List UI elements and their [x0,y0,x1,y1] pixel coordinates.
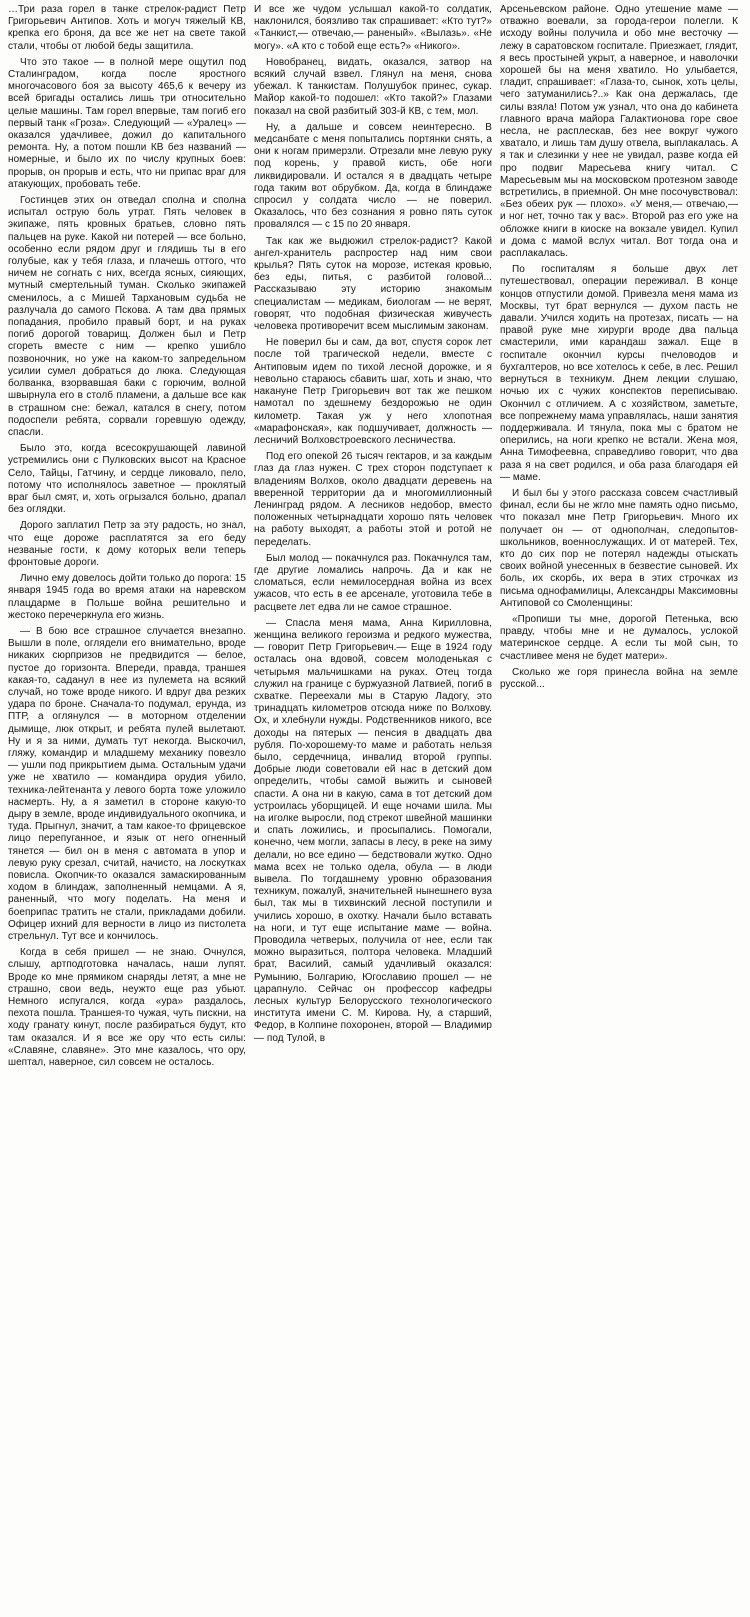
paragraph: И все же чудом услышал какой-то солдатик, наклонился, боязливо так спрашивает: «Кто тут?» «Танкист,— отвечаю,— раненый». «Вылазь». «Не могу». «А кто с тобой еще есть?» «Никого». [254,4,492,52]
paragraph: Сколько же горя принесла война на земле русской... [500,666,738,690]
paragraph: По госпиталям я больше двух лет путешествовал, операции переживал. В конце концов отпустили домой. Привезла меня мама из Москвы, тут брат вернулся — духом пасть не давали. Учился ходить на протезах, писать — на правой руке мне хирурги вроде два пальца смастерили, ими карандаш зажал. Еще в госпитале окончил курсы пчеловодов и бухгалтеров, но все хотелось к себе, в лес. Решил вернуться в техникум. Днем лекции слушаю, ночью их с чужих конспектов переписываю. Окончил с отличием. А с хозяйством, заметьте, все попрежнему мама управлялась, наши занятия поддерживала. И тянула, пока мы с братом не оперились, на ноги крепко не встали. Жена моя, Анна Тимофеевна, справедливо говорит, что два раза я на свет родился, и оба раза благодаря ей — маме. [500,264,738,483]
paragraph: Новобранец, видать, оказался, затвор на всякий случай взвел. Глянул на меня, снова убежал. К танкистам. Полушубок принес, сукар. Майор какой-то подошел: «Кто такой?» Глазами показал на свой разбитый 303-й КВ, с тем, мол. [254,56,492,117]
article-column-2 [254,4,492,1614]
paragraph: Лично ему довелось дойти только до порога: 15 января 1945 года во время атаки на наревском плацдарме в Польше война решительно и жестоко перечеркнула его жизнь. [8,573,246,621]
paragraph: Не поверил бы и сам, да вот, спустя сорок лет после той трагической недели, вместе с Антиповым идем по тихой лесной дорожке, и я невольно стараюсь сбавить шаг, хоть и знаю, что накануне Петр Григорьевич вот так же пешком намотал по здешнему бездорожью не один километр. Такая уж у него хлопотная «марафонская», как подшучивает, должность — лесничий Волховстроевского лесничества. [254,337,492,446]
paragraph: …Три раза горел в танке стрелок-радист Петр Григорьевич Антипов. Хоть и могуч тяжелый КВ, крепка его броня, да все же нет на свете такой стали, чтобы от любой беды защитила. [8,4,246,52]
paragraph: «Пропиши ты мне, дорогой Петенька, всю правду, чтобы мне и не думалось, услокой материнское сердце. А если ты мой сын, то счастливее меня не будет матери». [500,613,738,662]
paragraph: И был бы у этого рассказа совсем счастливый финал, если бы не жгло мне память одно письмо, что показал мне Петр Григорьевич. Много их получает он — от однополчан, следопытов-школьников, военнослужащих. И от матерей. Тех, кто до сих пор не потерял надежды отыскать своих войной унесенных в безвестие сыновей. Их боль, их скорбь, их вера в этих строчках из письма однофамилицы, Александры Максимовны Антиповой со Смоленщины: [500,487,738,609]
article-column-3 [500,4,738,1614]
paragraph: Был молод — покачнулся раз. Покачнулся там, где другие ломались напрочь. Да и как не сломаться, если немилосердная война из всех ужасов, что есть в ее арсенале, уготовила тебе в расцвете лет едва ли не самое страшное. [254,552,492,613]
paragraph: Было это, когда всесокрушающей лавиной устремились они с Пулковских высот на Красное Село, Тайцы, Гатчину, и сердце ликовало, пело, потому что исполнялось заветное — проклятый враг был смят, и, хоть огрызался больно, драпал без оглядки. [8,443,246,516]
paragraph: Так как же выдюжил стрелок-радист? Какой ангел-хранитель распростер над ним свои крылья? Пять суток на морозе, истекая кровью, без еды, питья, с разбитой головой... Рассказываю эту историю знакомым специалистам — медикам, биологам — не верят, говорят, что подобная физическая живучесть человека противоречит всем мыслимым законам. [254,235,492,333]
paragraph: Что это такое — в полной мере ощутил под Сталинградом, когда после яростного многочасового боя за высоту 465,6 к вечеру из всей бригады остались лишь три относительно целые машины. Там горел впервые, там погиб его первый танк «Гроза». Следующий — «Уралец» — оказался удачливее, дожил до капитального ремонта. Ну, а потом пошли КВ без названий — номерные, и было их по числу крупных боев: прорыв, он прорыв и есть, что ни припас враг для атакующих, пробовать тебе. [8,56,246,190]
paragraph: Ну, а дальше и совсем неинтересно. В медсанбате с меня попытались портянки снять, а они к ногам примерзли. Отрезали мне левую руку под корень, у правой кисть, обе ноги ликвидировали. И остался я в двадцать четыре года таким вот обрубком. Да, когда в блиндаже спросил у солдата число — не поверил. Оказалось, что без сознания я ровно пять суток провалялся — с 15 по 20 января. [254,121,492,231]
paragraph: — В бою все страшное случается внезапно. Вышли в поле, оглядели его внимательно, вроде никаких сюрпризов не предвидится — белое, пустое до горизонта. Впереди, правда, траншея какая-то, саданул в нее из пулемета на всякий случай, но тоже вроде никого. И вдруг два резких удара по броне. Сначала-то подумал, ерунда, из ПТР, а оглянулся — в моторном отделении дымище, люк открыт, и ребята пулей вылетают. Ну и я за ними, думать тут некогда. Выскочил, гляжу, командир и младшему механику повезло — ушли под прикрытием дыма. Остальным удачи уже не хватило — командира орудия убило, техника-лейтенанта у левого борта тоже уложило насмерть. Ну, а я заметил в стороне какую-то дыру в земле, вроде индивидуального окопчика, и туда. Прыгнул, значит, а там какое-то фрицевское лицо перепуганное, и язык от него огненный тянется — бил он в меня с автомата в упор и левую руку срезал, считай, начисто, на лоскутках повисла. Окопчик-то оказался замаскированным ходом в блиндаж, заполненный немцами. А я, раненный, что могу поделать. На меня и боеприпас тратить не стали, прикладами добили. Офицер ихний для верности в лицо из пистолета стрельнул. Тут все и кончилось. [8,625,246,943]
paragraph: Под его опекой 26 тысяч гектаров, и за каждым глаз да глаз нужен. С трех сторон подступает к владениям Волхов, около двадцати деревень на вверенной территории да и многомиллионный Ленинград рядом. А лесников недобор, вместо положенных четырнадцати хорошо пять человек на работу выходят, а работы этой и ротой не переделать. [254,451,492,548]
paragraph: Когда в себя пришел — не знаю. Очнулся, слышу, артподготовка началась, наши лупят. Вроде ко мне прямиком снаряды летят, а мне не страшно, свои ведь, неужто еще раз убьют. Немного испугался, когда «ура» раздалось, пехота пошла. Траншея-то чужая, чуть пискни, на ходу гранату кинут, после разбираться будут, кто там оказался. И я все же ору что есть силы: «Славяне, славяне». Это мне казалось, что ору, шептал, наверное, сил совсем не осталось. [8,947,246,1069]
paragraph: — Спасла меня мама, Анна Кирилловна, женщина великого героизма и редкого мужества,— говорит Петр Григорьевич.— Еще в 1924 году осталась она вдовой, совсем молоденькая с четырьмя мальчишками на руках. Отец тогда служил на границе с буржуазной Латвией, погиб в схватке. Переехали мы в Старую Ладогу, это тринадцать километров отсюда ниже по Волхову. Ох, и хлебнули нужды. Родственников никого, все доходы на пятерых — пенсия в двадцать два рубля. По-хорошему-то маме и работать нельзя было, сердечница, инвалид второй группы. Добрые люди советовали ей нас в детский дом определить, чтобы самой выжить и сыновей спасти. А она ни в какую, сама в тот детский дом устроилась уборщицей. И еще ночами шила. Мы на иголке выросли, под стрекот швейной машинки и спать ложились, и просыпались. Помогали, конечно, чем могли, запасы в лесу, в реке на зиму делали, но все едино — бедствовали жутко. Одно мама всех не только одела, обула — в люди вывела. По тогдашнему уровню образования техникум, пожалуй, значительней нынешнего вуза был, так мы в тихвинский лесной поступили и учились хорошо, в охотку. Начали было вставать на ноги, и тут еще испытание маме — война. Проводила четверых, получила от нее, если так можно выразиться, полтора человека. Младший брат, Василий, самый удачливый оказался: Румынию, Болгарию, Югославию прошел — не царапнуло. Сейчас он профессор кафедры лесных культур Белорусского технологического института имени С. М. Кирова. Ну, а старший, Федор, в Колпине похоронен, второй — Владимир — под Тулой, в [254,617,492,1044]
paragraph: Гостинцев этих он отведал сполна и сполна испытал острую боль утрат. Пять человек в экипаже, пять кровных братьев, словно пять пальцев на руке. Какой ни потерей — все больно, особенно если рядом друг и глядишь ты в его голубые, как у тебя глаза, и плачешь оттого, что ничем не согнать с них, всегда ясных, сияющих, мутный смертельный туман. Сколько экипажей сменилось, а с Мишей Тархановым судьба не разлучала до самого Пскова. А там два прямых попадания, пробило правый борт, и на руках погиб дорогой товарищ. Должен был и Петр сгореть вместе с ним — крепко ушибло позвоночник, но уже на каком-то запредельном усилии сумел добраться до люка. Следующая болванка, взорвавшая баки с горючим, волной швырнула его в столб пламени, а дальше все как в страшном сне: бежал, катался в снегу, потом подоспели ребята, сорвали горевшую одежду, спасли. [8,195,246,438]
paragraph: Арсеньевском районе. Одно утешение маме — отважно воевали, за города-герои полегли. К исходу войны получила и обо мне весточку — лежу в саратовском госпитале. Приезжает, глядит, я весь простыней укрыт, а наверное, и наволочки хорошей бы на меня хватило. Но улыбается, гладит, спрашивает: «Глаза-то, сынок, хоть целы, чего затуманились?..» Как она держалась, где силы взяла! Потом уж узнал, что она до кабинета главного врача майора Галактионова горе свое несла, не расплескав, без нее вокруг чужого хватало, и лишь там душу отвела, выплакалась. А я так и слезинки у нее не увидал, разве когда ей про подвиг Маресьева книгу читал. С Маресьевым мы на московском протезном заводе встретились, в приемной. Он мне посочувствовал: «Без обеих рук — плохо». «У меня,— отвечаю,— и ног нет, точно так у вас». Второй раз его уже на обложке книги в киоске на вокзале увидел. Купил и дома с мамой вслух читал. Вот тогда она и расплакалась. [500,4,738,260]
article-column-1 [8,4,246,1614]
paragraph: Дорого заплатил Петр за эту радость, но знал, что еще дороже расплатятся за его беду незваные гости, к дому которых вели теперь фронтовые дороги. [8,520,246,568]
